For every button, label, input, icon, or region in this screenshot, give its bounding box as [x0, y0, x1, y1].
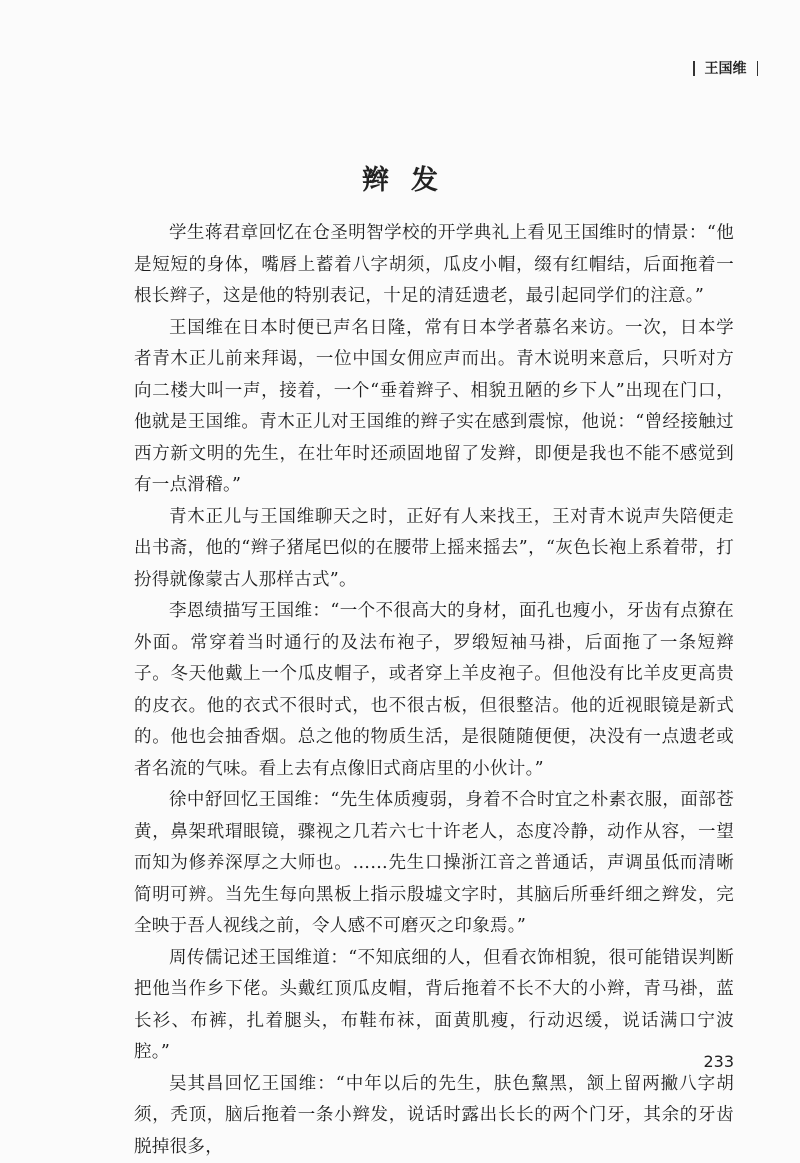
- running-header: [693, 58, 758, 78]
- paragraph: 学生蒋君章回忆在仓圣明智学校的开学典礼上看见王国维时的情景：“他是短短的身体，嘴唇上蓄着八字胡须，瓜皮小帽，缀有红帽结，后面拖着一根长辫子，这是他的特别表记，十足的清廷遗老，最引起同学们的注意。”: [134, 218, 734, 313]
- chapter-title: 辫发: [0, 158, 800, 197]
- page-number: 233: [703, 1052, 734, 1071]
- paragraph: 李恩绩描写王国维：“一个不很高大的身材，面孔也瘦小，牙齿有点獠在外面。常穿着当时通行的及法布袍子，罗缎短袖马褂，后面拖了一条短辫子。冬天他戴上一个瓜皮帽子，或者穿上羊皮袍子。但他没有比羊皮更高贵的皮衣。他的衣式不很时式，也不很古板，但很整洁。他的近视眼镜是新式的。他也会抽香烟。总之他的物质生活，是很随随便便，决没有一点遗老或者名流的气味。看上去有点像旧式商店里的小伙计。”: [134, 596, 734, 785]
- paragraph: 王国维在日本时便已声名日隆，常有日本学者慕名来访。一次，日本学者青木正儿前来拜谒，一位中国女佣应声而出。青木说明来意后，只听对方向二楼大叫一声，接着，一个“垂着辫子、相貌丑陋的乡下人”出现在门口，他就是王国维。青木正儿对王国维的辫子实在感到震惊，他说：“曾经接触过西方新文明的先生，在壮年时还顽固地留了发辫，即便是我也不能不感觉到有一点滑稽。”: [134, 313, 734, 502]
- paragraph: 青木正儿与王国维聊天之时，正好有人来找王，王对青木说声失陪便走出书斋，他的“辫子猪尾巴似的在腰带上摇来摇去”，“灰色长袍上系着带，打扮得就像蒙古人那样古式”。: [134, 502, 734, 597]
- paragraph: 吴其昌回忆王国维：“中年以后的先生，肤色黧黑，颔上留两撇八字胡须，秃顶，脑后拖着一条小辫发，说话时露出长长的两个门牙，其余的牙齿脱掉很多，: [134, 1069, 734, 1163]
- paragraph: 徐中舒回忆王国维：“先生体质瘦弱，身着不合时宜之朴素衣服，面部苍黄，鼻架玳瑁眼镜，骤视之几若六七十许老人，态度冷静，动作从容，一望而知为修养深厚之大师也。……先生口操浙江音之普通话，声调虽低而清晰简明可辨。当先生每向黑板上指示殷墟文字时，其脑后所垂纤细之辫发，完全映于吾人视线之前，令人感不可磨灭之印象焉。”: [134, 785, 734, 943]
- body-text: [134, 218, 734, 1163]
- paragraph: 周传儒记述王国维道：“不知底细的人，但看衣饰相貌，很可能错误判断把他当作乡下佬。头戴红顶瓜皮帽，背后拖着不长不大的小辫，青马褂，蓝长衫、布裤，扎着腿头，布鞋布袜，面黄肌瘦，行动迟缓，说话满口宁波腔。”: [134, 943, 734, 1069]
- running-title: 王国维: [695, 58, 757, 78]
- header-divider-right: [757, 61, 759, 76]
